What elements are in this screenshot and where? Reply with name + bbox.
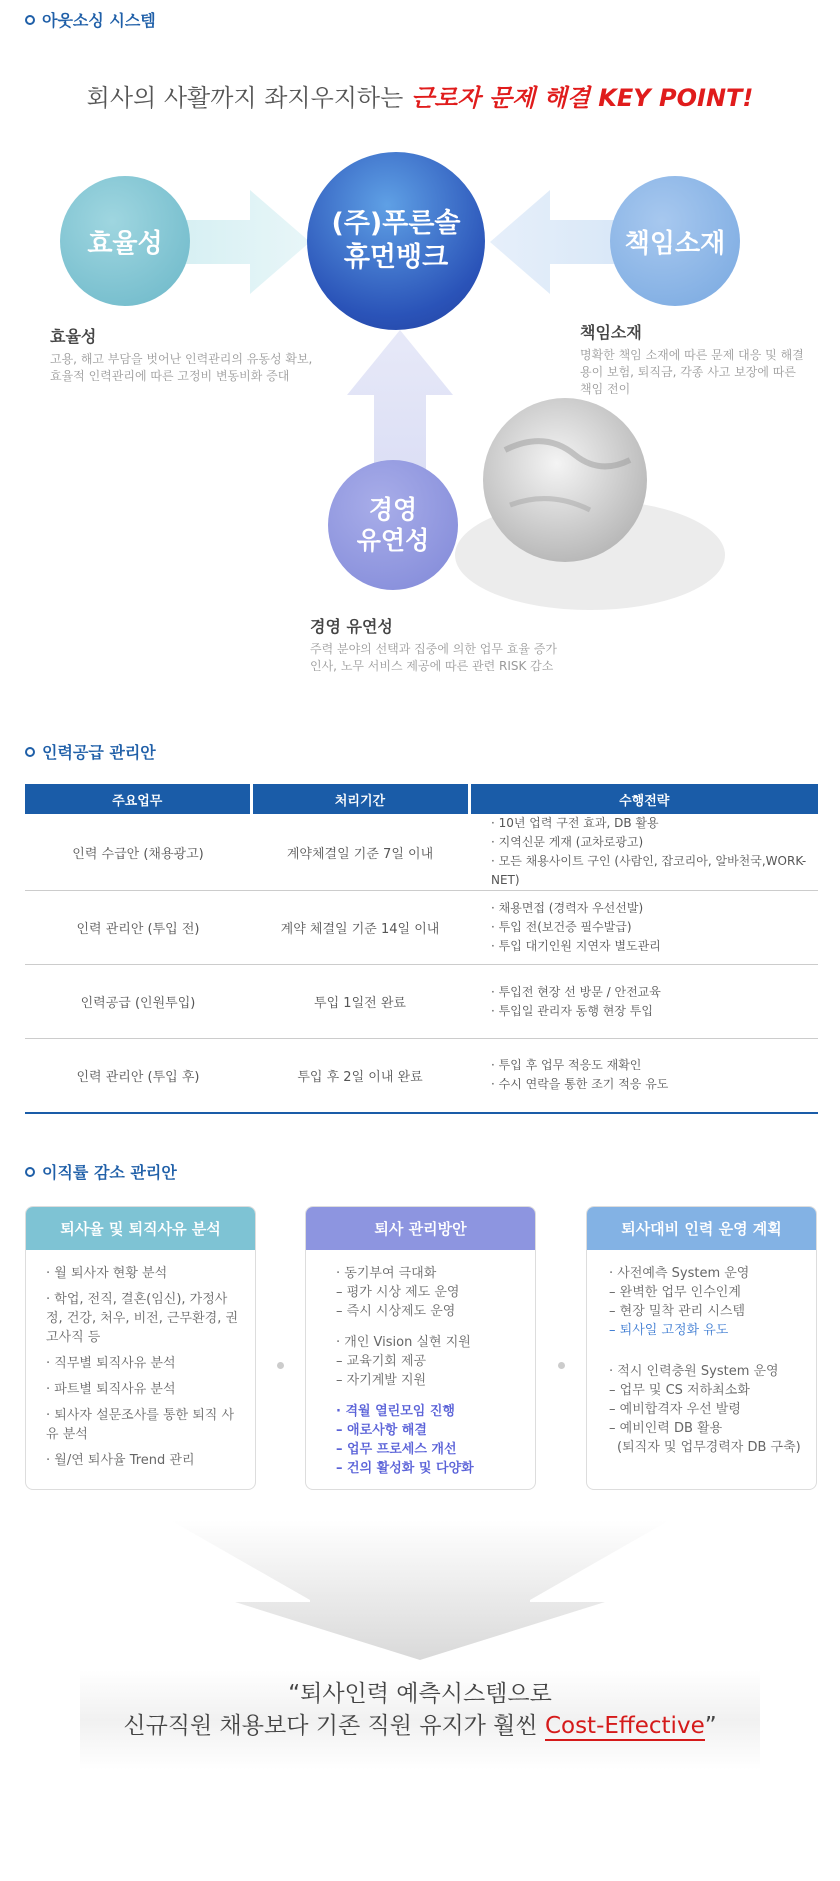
table-header-row [25,784,818,814]
circle-flexibility: 경영 유연성 [328,460,458,590]
box-list: · 월 퇴사자 현황 분석 · 학업, 전직, 결혼(임신), 가정사정, 건강, 처우, 비전, 근무환경, 권고사직 등 · 직무별 퇴직사유 분석 · 파트별 퇴직사유 분석 · 퇴사자 설문조사를 통한 퇴직 사유 분석 · 월/연 퇴사율 Trend 관리 [46,1266,239,1468]
table-row: 인력 수급안 (채용광고) 계약체결일 기준 7일 이내 · 10년 업력 구전 효과, DB 활용 · 지역신문 게재 (교차로광고) · 모든 채용사이트 구인 (사람인, 잡코리아, 알바천국,WORK-NET) [25,814,818,891]
box-list: · 사전예측 System 운영 – 완벽한 업무 인수인계 – 현장 밀착 관리 시스템 – 퇴사일 고정화 유도 · 적시 인력충원 System 운영 – 업무 및 CS 저하최소화 – 예비합격자 우선 발령 – 예비인력 DB 활용 (퇴직자 및 업무경력자 DB 구축) [609,1266,801,1455]
down-arrow-icon [170,1520,670,1660]
box-header: 퇴사율 및 퇴직사유 분석 [26,1207,255,1250]
section-title-supply: 인력공급 관리안 [25,740,156,763]
separator-dot [558,1362,565,1369]
supply-table [25,784,818,1114]
section-title-outsourcing: 아웃소싱 시스템 [25,8,156,31]
blurb-efficiency: 효율성 고용, 해고 부담을 벗어난 인력관리의 유동성 확보, 효율적 인력관리에 따른 고정비 변동비화 증대 [50,327,313,383]
separator-dot [277,1362,284,1369]
box-header: 퇴사 관리방안 [306,1207,535,1250]
blurb-responsibility: 책임소재 명확한 책임 소재에 따른 문제 대응 및 해결 용이 보험, 퇴직금, 각종 사고 보장에 따른 책임 전이 [580,323,804,396]
box-turnover-management [305,1206,536,1490]
bullet-ring-icon [25,747,35,757]
closing-quote: “퇴사인력 예측시스템으로 신규직원 채용보다 기존 직원 유지가 훨씬 Cost-Effective” [123,1681,717,1739]
table-row: 인력공급 (인원투입) 투입 1일전 완료 · 투입전 현장 선 방문 / 안전교육 · 투입일 관리자 동행 현장 투입 [25,965,818,1039]
box-turnover-analysis [25,1206,256,1490]
blurb-flexibility: 경영 유연성 주력 분야의 선택과 집중에 의한 업무 효율 증가 인사, 노무 서비스 제공에 따른 관련 RISK 감소 [310,617,557,673]
circle-center-company: (주)푸른솔 휴먼뱅크 [307,152,485,330]
th-strategy: 수행전략 [469,784,818,814]
box-workforce-plan [586,1206,817,1490]
table-row: 인력 관리안 (투입 전) 계약 체결일 기준 14일 이내 · 채용면접 (경력자 우선선발) · 투입 전(보건증 필수발급) · 투입 대기인원 지연자 별도관리 [25,891,818,965]
bullet-ring-icon [25,1167,35,1177]
circle-efficiency: 효율성 [60,176,190,306]
box-header: 퇴사대비 인력 운영 계획 [587,1207,816,1250]
box-list: · 동기부여 극대화 – 평가 시상 제도 운영 – 즉시 시상제도 운영 · 개인 Vision 실현 지원 – 교육기회 제공 – 자기계발 지원 · 격월 열린모임 진행 – 애로사항 해결 – 업무 프로세스 개선 – 건의 활성화 및 다양화 [336,1266,474,1476]
table-row: 인력 관리안 (투입 후) 투입 후 2일 이내 완료 · 투입 후 업무 적응도 재확인 · 수시 연락을 통한 조기 적응 유도 [25,1039,818,1113]
circle-responsibility: 책임소재 [610,176,740,306]
section-title-turnover: 이직률 감소 관리안 [25,1160,177,1183]
arrow-left-to-center [185,190,310,294]
th-task: 주요업무 [25,784,251,814]
globe-icon [483,398,647,562]
th-period: 처리기간 [251,784,469,814]
headline: 회사의 사활까지 좌지우지하는 근로자 문제 해결 KEY POINT! [86,84,754,112]
arrow-bottom-to-center [347,330,453,470]
